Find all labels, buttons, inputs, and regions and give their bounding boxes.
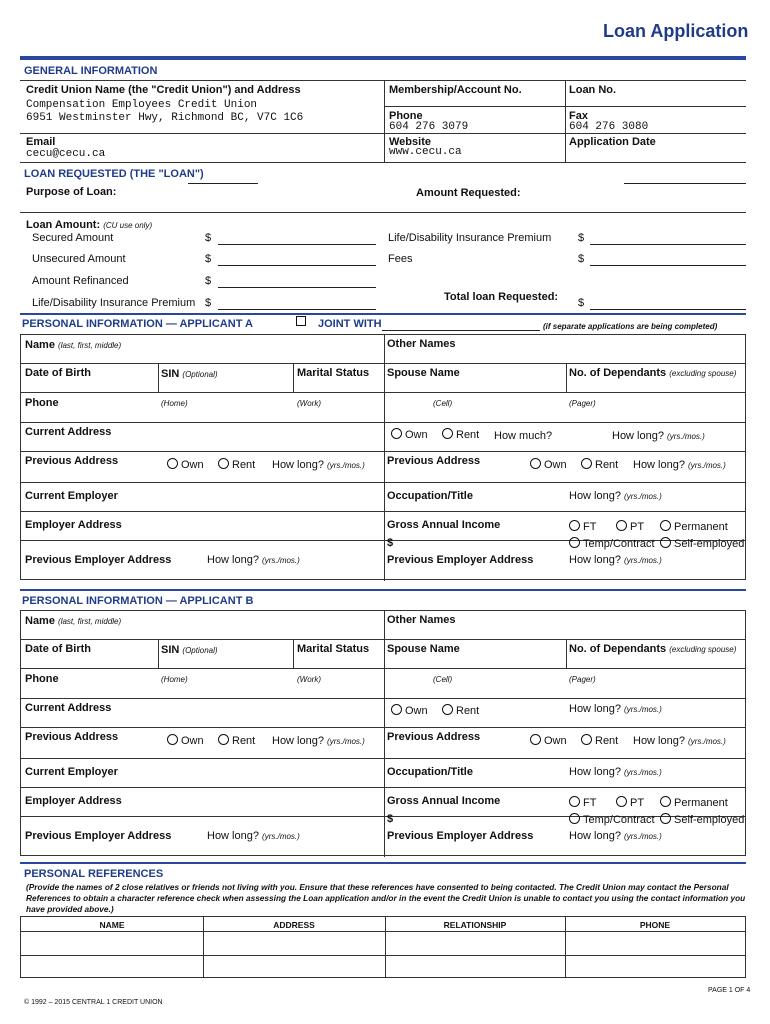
a-work-label: (Work) <box>297 399 321 408</box>
rent-text: Rent <box>232 735 256 747</box>
sin-note: (Optional) <box>182 370 218 379</box>
loan-amount-label <box>26 219 152 232</box>
life-ins-left-dollar: $ <box>205 297 212 309</box>
b-other-names-label: Other Names <box>387 614 456 626</box>
page-title: Loan Application <box>603 21 749 41</box>
divider <box>20 212 746 213</box>
joint-note: (if separate applications are being completed) <box>543 322 718 331</box>
yrs-mos: (yrs./mos.) <box>624 492 662 501</box>
dependants-note: (excluding spouse) <box>669 645 737 654</box>
radio-icon <box>167 458 178 469</box>
divider <box>188 183 258 184</box>
page-number: PAGE 1 OF 4 <box>708 987 751 994</box>
a-cell-label: (Cell) <box>433 399 453 408</box>
a-gross-income-label: Gross Annual Income <box>387 519 501 531</box>
b-marital-label: Marital Status <box>297 643 370 655</box>
b-current-rent[interactable] <box>442 704 479 718</box>
website-label: Website <box>389 136 431 148</box>
a-current-own[interactable] <box>391 428 428 442</box>
own-text: Own <box>181 735 204 747</box>
a-marital-label: Marital Status <box>297 367 370 379</box>
cu-name-label: Credit Union Name (the "Credit Union") and Address <box>26 84 301 96</box>
b-prev-address-2-label: Previous Address <box>387 731 481 743</box>
unsecured-amount-label: Unsecured Amount <box>32 253 126 265</box>
fees-dollar: $ <box>578 253 585 265</box>
ref-col-name: NAME <box>99 920 125 930</box>
refinanced-field[interactable] <box>218 287 376 288</box>
application-date-label: Application Date <box>569 136 656 148</box>
rule-b <box>20 589 746 591</box>
a-prev2-how-long <box>633 459 726 472</box>
secured-amount-field[interactable] <box>218 244 376 245</box>
divider <box>384 611 385 857</box>
checkbox-icon <box>296 316 306 326</box>
how-long-text: How long? <box>569 490 621 502</box>
a-name-label <box>25 339 121 352</box>
b-cell-label: (Cell) <box>433 675 453 684</box>
how-long-text: How long? <box>272 459 324 471</box>
a-pager-label: (Pager) <box>569 399 596 408</box>
cu-email: cecu@cecu.ca <box>26 148 106 160</box>
a-prev-how-long <box>272 459 365 472</box>
b-ft[interactable] <box>569 796 596 810</box>
divider <box>21 787 745 788</box>
joint-with-checkbox[interactable] <box>296 316 309 329</box>
divider <box>158 363 159 392</box>
b-gross-income-label: Gross Annual Income <box>387 795 501 807</box>
b-occupation-label: Occupation/Title <box>387 766 473 778</box>
radio-icon <box>530 458 541 469</box>
b-permanent[interactable] <box>660 796 728 810</box>
how-long-text: How long? <box>569 703 621 715</box>
refinanced-dollar: $ <box>205 275 212 287</box>
sin-note: (Optional) <box>182 646 218 655</box>
fax-label: Fax <box>569 110 588 122</box>
refinanced-label: Amount Refinanced <box>32 275 129 287</box>
cu-phone: 604 276 3079 <box>389 121 469 133</box>
ft-text: FT <box>583 797 597 809</box>
section-applicant-b-heading: PERSONAL INFORMATION — APPLICANT B <box>22 595 254 607</box>
radio-icon <box>660 537 671 548</box>
b-pager-label: (Pager) <box>569 675 596 684</box>
a-dependants-label <box>569 367 736 380</box>
divider <box>21 451 745 452</box>
cu-use-only-note: (CU use only) <box>103 221 153 230</box>
yrs-mos: (yrs./mos.) <box>262 556 300 565</box>
a-prev-own[interactable] <box>167 458 204 472</box>
loan-amount-text: Loan Amount: <box>26 219 101 231</box>
radio-icon <box>569 796 580 807</box>
a-prev-address-label: Previous Address <box>25 455 119 467</box>
temp-text: Temp/Contract <box>583 538 655 550</box>
divider <box>21 668 745 669</box>
a-current-employer-label: Current Employer <box>25 490 118 502</box>
b-self-employed[interactable] <box>660 813 744 827</box>
a-prev-employer-address-label: Previous Employer Address <box>25 554 172 566</box>
copyright: © 1992 – 2015 CENTRAL 1 CREDIT UNION <box>24 999 163 1006</box>
how-long-text: How long? <box>207 554 259 566</box>
how-long-text: How long? <box>569 554 621 566</box>
joint-with-label: JOINT WITH <box>318 318 382 330</box>
section-loan-heading: LOAN REQUESTED (THE "LOAN") <box>24 168 204 180</box>
radio-icon <box>581 458 592 469</box>
radio-icon <box>569 813 580 824</box>
life-ins-left-field[interactable] <box>218 309 376 310</box>
radio-icon <box>569 537 580 548</box>
a-prev-address-2-label: Previous Address <box>387 455 481 467</box>
b-occ-how-long <box>569 766 662 779</box>
a-current-how-long <box>612 430 705 443</box>
b-name-label <box>25 615 121 628</box>
self-employed-text: Self-employed <box>674 814 745 826</box>
b-prev-emp-how-long <box>207 830 300 843</box>
own-text: Own <box>544 459 567 471</box>
how-long-text: How long? <box>633 459 685 471</box>
unsecured-dollar: $ <box>205 253 212 265</box>
a-spouse-label: Spouse Name <box>387 367 460 379</box>
section-general-heading: GENERAL INFORMATION <box>24 65 158 77</box>
yrs-mos: (yrs./mos.) <box>624 832 662 841</box>
name-text: Name <box>25 615 55 627</box>
divider <box>384 335 385 581</box>
a-prev2-own[interactable] <box>530 458 567 472</box>
membership-label: Membership/Account No. <box>389 84 522 96</box>
ref-col-relationship: RELATIONSHIP <box>443 920 507 930</box>
name-note: (last, first, middle) <box>58 341 122 350</box>
yrs-mos: (yrs./mos.) <box>327 461 365 470</box>
fees-label: Fees <box>388 253 413 265</box>
a-prev2-rent[interactable] <box>581 458 618 472</box>
radio-icon <box>660 520 671 531</box>
b-income-dollar: $ <box>387 813 394 825</box>
yrs-mos: (yrs./mos.) <box>667 432 705 441</box>
divider <box>20 162 746 163</box>
b-phone-label: Phone <box>25 673 59 685</box>
radio-icon <box>391 704 402 715</box>
radio-icon <box>616 520 627 531</box>
divider <box>21 392 745 393</box>
ref-col-address: ADDRESS <box>273 920 315 930</box>
dependants-text: No. of Dependants <box>569 643 667 655</box>
ft-text: FT <box>583 521 597 533</box>
b-prev2-rent[interactable] <box>581 734 618 748</box>
b-current-address-label: Current Address <box>25 702 112 714</box>
b-prev-rent[interactable] <box>218 734 255 748</box>
divider <box>21 511 745 512</box>
references-note: (Provide the names of 2 close relatives or friends not living with you. Ensure that these references have consented to being contacted. The Credit Union may contact the Personal References to obtain a character reference check when assessing the Loan application and/or in the event the Credit Union is unable to contact you using the contact information you have provided above.) <box>26 882 746 914</box>
cu-name: Compensation Employees Credit Union <box>26 99 258 111</box>
a-dob-label: Date of Birth <box>25 367 91 379</box>
temp-text: Temp/Contract <box>583 814 655 826</box>
how-long-text: How long? <box>612 430 664 442</box>
radio-icon <box>391 428 402 439</box>
loan-no-label: Loan No. <box>569 84 617 96</box>
a-phone-label: Phone <box>25 397 59 409</box>
divider <box>384 106 746 107</box>
divider <box>624 183 746 184</box>
life-ins-right-label: Life/Disability Insurance Premium <box>388 232 552 244</box>
radio-icon <box>442 428 453 439</box>
rent-text: Rent <box>232 459 256 471</box>
radio-icon <box>660 813 671 824</box>
radio-icon <box>660 796 671 807</box>
cu-website: www.cecu.ca <box>389 146 462 158</box>
divider <box>293 639 294 668</box>
a-income-dollar: $ <box>387 537 394 549</box>
b-prev-address-label: Previous Address <box>25 731 119 743</box>
ref-col-phone: PHONE <box>639 920 671 930</box>
secured-amount-label: Secured Amount <box>32 232 114 244</box>
b-sin-label <box>161 644 218 657</box>
phone-label: Phone <box>389 110 423 122</box>
a-home-label: (Home) <box>161 399 188 408</box>
how-long-text: How long? <box>272 735 324 747</box>
a-sin-label <box>161 368 218 381</box>
divider <box>21 758 745 759</box>
yrs-mos: (yrs./mos.) <box>624 556 662 565</box>
sin-text: SIN <box>161 644 180 656</box>
divider <box>21 363 745 364</box>
divider <box>21 482 745 483</box>
a-permanent[interactable] <box>660 520 728 534</box>
divider <box>566 363 567 392</box>
divider <box>21 422 745 423</box>
yrs-mos: (yrs./mos.) <box>327 737 365 746</box>
b-spouse-label: Spouse Name <box>387 643 460 655</box>
name-note: (last, first, middle) <box>58 617 122 626</box>
total-dollar: $ <box>578 297 585 309</box>
yrs-mos: (yrs./mos.) <box>262 832 300 841</box>
a-temp[interactable] <box>569 537 655 551</box>
radio-icon <box>167 734 178 745</box>
sin-text: SIN <box>161 368 180 380</box>
title-rule <box>20 56 746 60</box>
name-text: Name <box>25 339 55 351</box>
b-prev2-how-long <box>633 735 726 748</box>
radio-icon <box>218 458 229 469</box>
b-pt[interactable] <box>616 796 644 810</box>
a-occ-how-long <box>569 490 662 503</box>
a-self-employed[interactable] <box>660 537 744 551</box>
dependants-note: (excluding spouse) <box>669 369 737 378</box>
yrs-mos: (yrs./mos.) <box>688 461 726 470</box>
email-label: Email <box>26 136 56 148</box>
a-other-names-label: Other Names <box>387 338 456 350</box>
a-prev-emp2-how-long <box>569 554 662 567</box>
cu-address: 6951 Westminster Hwy, Richmond BC, V7C 1C6 <box>26 112 304 124</box>
a-prev-rent[interactable] <box>218 458 255 472</box>
own-text: Own <box>181 459 204 471</box>
how-long-text: How long? <box>569 766 621 778</box>
a-current-rent[interactable] <box>442 428 479 442</box>
pt-text: PT <box>630 521 645 533</box>
unsecured-amount-field[interactable] <box>218 265 376 266</box>
section-references-heading: PERSONAL REFERENCES <box>24 868 164 880</box>
b-prev-how-long <box>272 735 365 748</box>
a-occupation-label: Occupation/Title <box>387 490 473 502</box>
a-employer-address-label: Employer Address <box>25 519 122 531</box>
own-text: Own <box>405 429 428 441</box>
divider <box>20 80 746 81</box>
dependants-text: No. of Dependants <box>569 367 667 379</box>
divider <box>21 639 745 640</box>
b-current-employer-label: Current Employer <box>25 766 118 778</box>
secured-dollar: $ <box>205 232 212 244</box>
b-work-label: (Work) <box>297 675 321 684</box>
amount-requested-label: Amount Requested: <box>416 187 521 199</box>
radio-icon <box>581 734 592 745</box>
a-prev-emp-how-long <box>207 554 300 567</box>
b-current-how-long <box>569 703 662 716</box>
radio-icon <box>442 704 453 715</box>
yrs-mos: (yrs./mos.) <box>688 737 726 746</box>
yrs-mos: (yrs./mos.) <box>624 768 662 777</box>
b-prev-employer-address-label: Previous Employer Address <box>25 830 172 842</box>
how-long-text: How long? <box>633 735 685 747</box>
radio-icon <box>530 734 541 745</box>
fees-field[interactable] <box>590 265 746 266</box>
section-applicant-a-heading: PERSONAL INFORMATION — APPLICANT A <box>22 318 253 330</box>
how-long-text: How long? <box>207 830 259 842</box>
divider <box>293 363 294 392</box>
life-ins-right-field[interactable] <box>590 244 746 245</box>
cu-fax: 604 276 3080 <box>569 121 649 133</box>
rent-text: Rent <box>595 735 619 747</box>
b-prev-emp2-how-long <box>569 830 662 843</box>
a-prev-employer-address-2-label: Previous Employer Address <box>387 554 534 566</box>
rent-text: Rent <box>456 705 480 717</box>
yrs-mos: (yrs./mos.) <box>624 705 662 714</box>
radio-icon <box>218 734 229 745</box>
b-current-own[interactable] <box>391 704 428 718</box>
a-current-address-label: Current Address <box>25 426 112 438</box>
life-ins-left-label: Life/Disability Insurance Premium <box>32 297 196 309</box>
own-text: Own <box>544 735 567 747</box>
divider <box>21 955 745 956</box>
a-how-much-label: How much? <box>494 430 553 442</box>
radio-icon <box>616 796 627 807</box>
b-temp[interactable] <box>569 813 655 827</box>
rule-references <box>20 862 746 864</box>
radio-icon <box>569 520 580 531</box>
b-prev-employer-address-2-label: Previous Employer Address <box>387 830 534 842</box>
life-ins-right-dollar: $ <box>578 232 585 244</box>
rule-a <box>20 313 746 315</box>
total-loan-label: Total loan Requested: <box>444 291 559 303</box>
b-prev2-own[interactable] <box>530 734 567 748</box>
b-prev-own[interactable] <box>167 734 204 748</box>
references-table <box>20 916 746 978</box>
pt-text: PT <box>630 797 645 809</box>
joint-with-field[interactable] <box>382 330 540 331</box>
self-employed-text: Self-employed <box>674 538 745 550</box>
purpose-label: Purpose of Loan: <box>26 186 117 198</box>
divider <box>20 133 384 134</box>
total-loan-field[interactable] <box>590 309 746 310</box>
divider <box>566 639 567 668</box>
permanent-text: Permanent <box>674 521 728 533</box>
b-employer-address-label: Employer Address <box>25 795 122 807</box>
own-text: Own <box>405 705 428 717</box>
divider <box>158 639 159 668</box>
rent-text: Rent <box>595 459 619 471</box>
divider <box>21 698 745 699</box>
a-pt[interactable] <box>616 520 644 534</box>
b-dependants-label <box>569 643 736 656</box>
b-dob-label: Date of Birth <box>25 643 91 655</box>
b-home-label: (Home) <box>161 675 188 684</box>
how-long-text: How long? <box>569 830 621 842</box>
divider <box>21 727 745 728</box>
a-ft[interactable] <box>569 520 596 534</box>
rent-text: Rent <box>456 429 480 441</box>
divider <box>384 80 385 162</box>
divider <box>565 80 566 162</box>
permanent-text: Permanent <box>674 797 728 809</box>
